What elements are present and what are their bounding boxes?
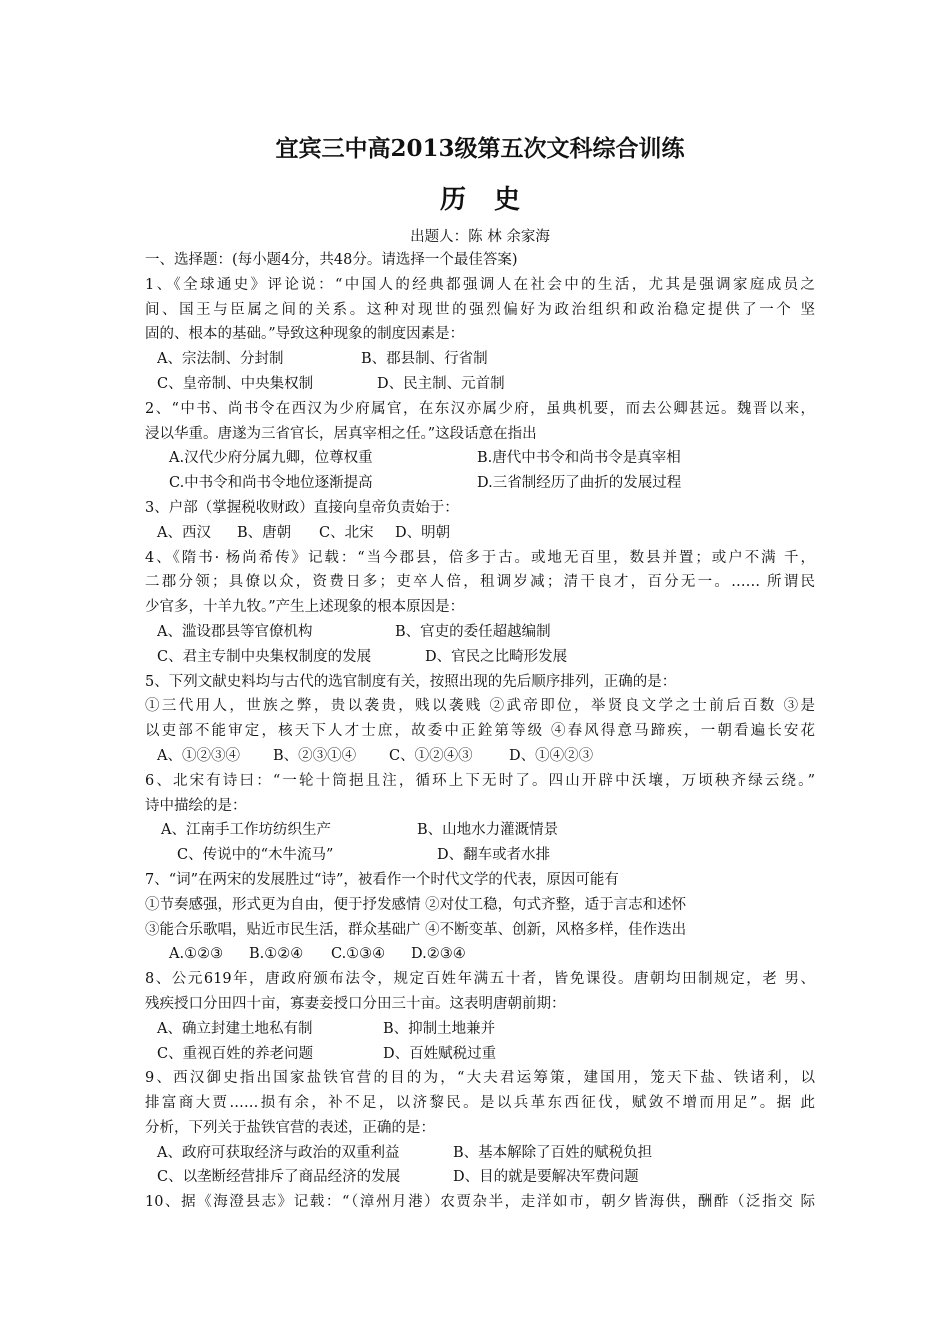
- question-3: [145, 496, 815, 546]
- question-text-line: 诗中描绘的是：: [145, 797, 247, 814]
- option-d: D、官民之比畸形发展: [425, 648, 568, 665]
- option-d: D、目的就是要解决军费问题: [453, 1169, 639, 1186]
- question-text-line: 4、《隋书· 杨尚希传》记载：“当今郡县，倍多于古。或地无百里，数县并置；或户不满 千，: [145, 549, 815, 566]
- exam-content: [145, 248, 815, 1215]
- option-row: [145, 942, 815, 967]
- option-row: [145, 744, 815, 769]
- question-text-line: 间、国王与臣属之间的关系。这种对现世的强烈偏好为政治组织和政治稳定提供了一个 坚: [145, 301, 815, 318]
- option-b: B、抑制土地兼并: [383, 1020, 496, 1037]
- option-row: [145, 347, 815, 372]
- option-c: C.①③④: [331, 946, 386, 963]
- option-b: B、官吏的委任超越编制: [395, 623, 551, 640]
- option-c: C、①②④③: [389, 747, 473, 764]
- question-text-line: 分析，下列关于盐铁官营的表述，正确的是：: [145, 1119, 435, 1136]
- option-b: B、郡县制、行省制: [361, 351, 488, 368]
- question-9: [145, 1066, 815, 1190]
- question-text-line: 浸以华重。唐遂为三省官长，居真宰相之任。”这段话意在指出: [145, 425, 537, 442]
- option-a: A.①②③: [169, 946, 224, 963]
- question-text-line: 少官多，十羊九牧。”产生上述现象的根本原因是：: [145, 599, 465, 616]
- question-text-line: 排富商大贾……损有余，补不足，以济黎民。是以兵革东西征伐，赋敛不增而用足”。据 此: [145, 1095, 815, 1112]
- option-row: [145, 1141, 815, 1166]
- option-a: A、①②③④: [157, 747, 240, 764]
- question-text-line: ①三代用人，世族之弊，贵以袭贵，贱以袭贱 ②武帝即位，举贤良文学之士前后百数 ③是: [145, 698, 815, 715]
- question-text-line: 9、西汉御史指出国家盐铁官营的目的为，“大夫君运筹策，建国用，笼天下盐、铁诸利，以: [145, 1070, 815, 1087]
- question-text-line: 二郡分领；具僚以众，资费日多；吏卒人倍，租调岁减；清干良才，百分无一。…… 所谓民: [145, 574, 815, 591]
- author-line: 出题人：陈 林 余家海: [410, 229, 550, 245]
- option-row: [145, 818, 815, 843]
- question-1: [145, 273, 815, 397]
- question-text-line: 6、北宋有诗曰：“一轮十筒挹且注，循环上下无时了。四山开辟中沃壤，万顷秧齐绿云绕。”: [145, 772, 815, 789]
- option-b: B、②③①④: [273, 747, 357, 764]
- option-row: [145, 645, 815, 670]
- exam-title: 宜宾三中高2013级第五次文科综合训练: [275, 135, 685, 162]
- option-row: [145, 1165, 815, 1190]
- question-10: [145, 1190, 815, 1215]
- option-row: [145, 1017, 815, 1042]
- question-6: [145, 769, 815, 868]
- option-c: C、北宋: [319, 524, 374, 541]
- question-8: [145, 967, 815, 1066]
- option-a: A、宗法制、分封制: [157, 351, 284, 368]
- question-text-line: 7、“词”在两宋的发展胜过“诗”，被看作一个时代文学的代表，原因可能有: [145, 871, 619, 888]
- option-row: [145, 471, 815, 496]
- option-d: D、百姓赋税过重: [383, 1045, 497, 1062]
- option-b: B.唐代中书令和尚书令是真宰相: [477, 450, 681, 467]
- question-text-line: 8、公元619年，唐政府颁布法令，规定百姓年满五十者，皆免课役。唐朝均田制规定，老 男、: [145, 971, 815, 988]
- option-d: D、明朝: [395, 524, 451, 541]
- option-c: C、传说中的“木牛流马”: [177, 847, 334, 864]
- question-text-line: ③能合乐歌唱，贴近市民生活，群众基础广 ④不断变革、创新，风格多样，佳作迭出: [145, 921, 687, 938]
- option-b: B、山地水力灌溉情景: [417, 822, 559, 839]
- option-c: C、君主专制中央集权制度的发展: [157, 648, 372, 665]
- question-text-line: 10、据《海澄县志》记载：“（漳州月港）农贾杂半，走洋如市，朝夕皆海供，酬酢（泛指交 际: [145, 1194, 815, 1211]
- option-a: A.汉代少府分属九卿，位尊权重: [169, 450, 373, 467]
- option-d: D、翻车或者水排: [437, 847, 551, 864]
- option-c: C.中书令和尚书令地位逐渐提高: [169, 475, 373, 492]
- option-b: B、唐朝: [237, 524, 292, 541]
- option-d: D.三省制经历了曲折的发展过程: [477, 475, 682, 492]
- option-c: C、重视百姓的养老问题: [157, 1045, 314, 1062]
- option-row: [145, 372, 815, 397]
- question-7: [145, 868, 815, 967]
- option-a: A、江南手工作坊纺织生产: [161, 822, 331, 839]
- question-text-line: 2、“中书、尚书令在西汉为少府属官，在东汉亦属少府，虽典机要，而去公卿甚远。魏晋以来，: [145, 400, 815, 417]
- question-text-line: 5、下列文献史料均与古代的选官制度有关，按照出现的先后顺序排列，正确的是：: [145, 673, 677, 690]
- option-row: [145, 1042, 815, 1067]
- question-2: [145, 397, 815, 496]
- option-c: C、皇帝制、中央集权制: [157, 375, 314, 392]
- option-a: A、西汉: [157, 524, 211, 541]
- option-d: D、民主制、元首制: [377, 375, 505, 392]
- option-a: A、政府可获取经济与政治的双重利益: [157, 1144, 400, 1161]
- subject-title: 历史: [439, 185, 548, 215]
- question-text-line: 以吏部不能审定，核天下人才士庶，故委中正銓第等级 ④春风得意马蹄疾，一朝看遍长安花: [145, 723, 815, 740]
- option-d: D.②③④: [411, 946, 466, 963]
- question-text-line: 3、户部（掌握税收财政）直接向皇帝负责始于：: [145, 499, 459, 516]
- question-text-line: ①节奏感强，形式更为自由，便于抒发感情 ②对仗工稳，句式齐整，适于言志和述怀: [145, 896, 687, 913]
- question-4: [145, 546, 815, 670]
- option-a: A、确立封建土地私有制: [157, 1020, 313, 1037]
- option-b: B、基本解除了百姓的赋税负担: [453, 1144, 653, 1161]
- question-text-line: 1、《全球通史》评论说：“中国人的经典都强调人在社会中的生活，尤其是强调家庭成员之: [145, 276, 815, 293]
- option-d: D、①④②③: [509, 747, 594, 764]
- question-5: [145, 670, 815, 769]
- option-b: B.①②④: [249, 946, 304, 963]
- option-row: [145, 843, 815, 868]
- question-text-line: 固的、根本的基础。”导致这种现象的制度因素是：: [145, 326, 465, 343]
- section-heading: 一、选择题：(每小题4分，共48分。请选择一个最佳答案): [145, 252, 518, 268]
- option-row: [145, 521, 815, 546]
- option-c: C、以垄断经营排斥了商品经济的发展: [157, 1169, 401, 1186]
- option-row: [145, 620, 815, 645]
- option-row: [145, 446, 815, 471]
- question-text-line: 残疾授口分田四十亩，寡妻妾授口分田三十亩。这表明唐朝前期：: [145, 995, 566, 1012]
- option-a: A、滥设郡县等官僚机构: [157, 623, 313, 640]
